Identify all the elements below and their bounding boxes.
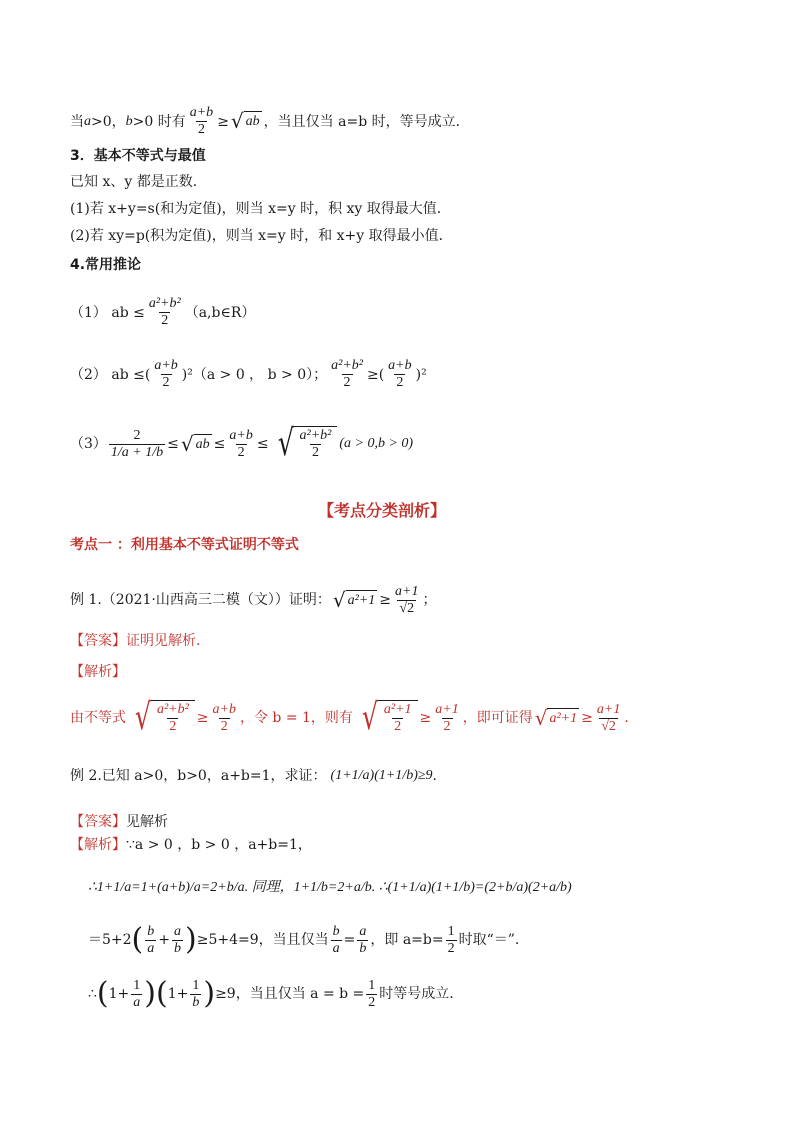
ex2-answer: 见解析 — [126, 814, 168, 830]
ex2-step3-half — [366, 978, 377, 1011]
ex2-step2-half-den: 2 — [447, 940, 455, 956]
ex2-step2-frac3-den: a — [332, 940, 340, 956]
ex2-step2-frac1 — [145, 924, 156, 957]
ex2-label: 例 2.已知 a>0，b>0，a+b=1，求证： — [70, 768, 327, 784]
c2-fraction-2 — [329, 358, 365, 391]
c3-leq2: ≤ — [213, 436, 226, 452]
c3-leq3: ≤ — [256, 436, 269, 452]
ex2-step2-eq: = — [343, 932, 356, 948]
ex1-sol-sqrt2-body — [378, 700, 418, 736]
c1-den: 2 — [161, 313, 169, 328]
ex1-answer: 证明见解析. — [126, 633, 201, 649]
c1-cond: （a,b∈R） — [184, 304, 256, 321]
amgm-cond1: >0， — [91, 113, 126, 130]
ex2-step3-frac2-den: b — [192, 994, 200, 1010]
ex2-step3-lparen2: ( — [156, 976, 168, 1011]
ex1-sol-sqrt1-frac — [155, 702, 191, 735]
c2-geq: ≥( — [366, 366, 385, 383]
amgm-sqrt: √ ab — [230, 109, 260, 133]
section3-item1: (1)若 x+y=s(和为定值)，则当 x=y 时，积 xy 取得最大值． — [70, 201, 451, 217]
amgm-frac-den: 2 — [197, 122, 205, 137]
ex1-sol-frac2 — [433, 702, 460, 735]
c3-den2: 2 — [237, 444, 245, 460]
example1-analysis-tag: 【解析】 — [70, 664, 126, 680]
ex2-step3-frac2-num: 1 — [192, 977, 200, 993]
c3-num2: a+b — [229, 427, 253, 443]
c2-den3: 2 — [396, 375, 404, 390]
ex2-step3-one1: 1+ — [108, 986, 130, 1002]
ex1-sol-sqrt2-num: a²+1 — [383, 702, 412, 717]
corollary-2 — [70, 358, 427, 391]
ex2-step2-lparen: ( — [131, 922, 144, 957]
ex1-sol-frac3 — [595, 702, 622, 735]
ex2-step3-half-den: 2 — [368, 994, 376, 1010]
c3-fraction-qm — [298, 428, 334, 461]
c2-num: a+b — [154, 358, 178, 373]
ex2-step3-one2: 1+ — [167, 986, 189, 1002]
ex1-sol-end: . — [624, 710, 629, 726]
ex2-step2-frac2 — [172, 924, 183, 957]
ex1-sol-a: 由不等式 — [70, 710, 126, 726]
c3-sqrt-qm-body — [294, 426, 338, 462]
ex2-step2-half-num: 1 — [447, 923, 455, 939]
ex2-step2-rparen: ) — [185, 922, 197, 957]
ex2-step2-d: 时取“＝”. — [458, 932, 520, 948]
ex2-step3-frac2 — [190, 978, 201, 1011]
c3-sqrt-body: ab — [194, 434, 212, 455]
c3-cond: (a > 0,b > 0) — [339, 436, 414, 451]
amgm-prefix: 当 — [70, 113, 84, 130]
example1-statement — [70, 580, 436, 620]
c3-num: 2 — [133, 427, 141, 443]
ex2-step2-frac1-num: b — [147, 923, 155, 939]
ex1-sol-sqrt1-den: 2 — [169, 719, 177, 734]
ex2-step2-frac2-num: a — [174, 923, 181, 939]
ex1-sol-geq3: ≥ — [581, 710, 593, 726]
ex2-end: . — [432, 768, 437, 784]
amgm-fraction — [188, 105, 215, 138]
ex1-sol-b: ，令 b = 1，则有 — [239, 710, 353, 726]
ex1-sol-num: a+b — [212, 701, 236, 717]
c3-sqrt-gm: √ ab — [180, 431, 210, 456]
section3-known: 已知 x、y 都是正数． — [70, 174, 207, 190]
c3-leq1: ≤ — [167, 436, 179, 452]
ex2-step3-half-num: 1 — [368, 977, 376, 993]
ex2-step2-frac4 — [357, 924, 368, 957]
ex1-label: 例 1.（2021·山西高三二模（文））证明： — [70, 592, 331, 608]
corollary-3 — [70, 424, 413, 464]
amgm-cond2: >0 时有 — [132, 113, 186, 130]
ex2-step2-a: ＝5+2 — [88, 932, 132, 948]
section4-heading: 4.常用推论 — [70, 257, 142, 273]
ex1-sol-den: 2 — [220, 718, 228, 734]
amgm-geq: ≥ — [217, 113, 229, 130]
amgm-sqrt-body: ab — [244, 111, 262, 132]
c1-num: a²+b² — [148, 296, 181, 311]
ex1-fraction — [393, 584, 420, 617]
ex1-sol-geq2: ≥ — [419, 710, 432, 726]
ex2-step2-frac2-den: b — [174, 940, 181, 956]
corollary-1 — [70, 296, 255, 329]
example2-step3 — [88, 976, 454, 1012]
c2-num2: a²+b² — [331, 358, 363, 373]
ex1-sol-sqrt1-body — [151, 700, 195, 736]
c3-sqrt-qm: √ $\frac{\text{a²+b²}}{2}$ — [271, 426, 338, 462]
ex1-sol-num3: a+1 — [596, 701, 621, 717]
ex2-step2-frac3 — [331, 924, 342, 957]
section3-heading: 3．基本不等式与最值 — [70, 148, 206, 164]
ex1-sol-sqrt2-frac — [382, 702, 414, 735]
c2-den: 2 — [162, 375, 170, 390]
c2-fraction-3 — [386, 358, 413, 391]
amgm-a: a — [84, 113, 91, 129]
ex1-sol-sqrt2-den: 2 — [394, 719, 402, 734]
ex2-step3-b: ≥9，当且仅当 a = b = — [215, 986, 365, 1002]
ex1-end: ； — [422, 592, 437, 608]
ex2-step3-rparen2: ) — [203, 976, 216, 1011]
ex1-sol-den2: 2 — [443, 718, 451, 734]
c3-den: 1/a + 1/b — [110, 444, 164, 460]
example2-given — [70, 835, 312, 855]
c2-label: （2） ab ≤( — [70, 366, 151, 383]
ex1-sqrt-body: a²+1 — [346, 590, 378, 611]
ex2-step2-b: ≥5+4=9，当且仅当 — [196, 932, 329, 948]
example1-solution — [70, 696, 629, 740]
ex1-num: a+1 — [395, 583, 419, 599]
ex1-sol-sqrt3-body: a²+1 — [547, 708, 579, 729]
ex1-sol-sqrt3: √ a²+1 — [534, 705, 578, 730]
c2-tail: )²（a > 0 ， b > 0）； — [181, 366, 328, 383]
c3-label: （3） — [70, 436, 107, 452]
ex1-sqrt: √ a²+1 — [332, 587, 376, 612]
amgm-frac-num: a+b — [189, 105, 214, 120]
kaodian1-heading: 考点一 ：利用基本不等式证明不等式 — [70, 537, 299, 553]
section3-item2: (2)若 xy=p(积为定值)，则当 x=y 时，和 x+y 取得最小值． — [70, 228, 453, 244]
ex2-step2-frac1-den: a — [147, 940, 155, 956]
ex1-answer-tag: 【答案】 — [70, 633, 126, 649]
c2-fraction-1 — [152, 358, 179, 391]
example2-statement — [70, 758, 437, 794]
ex2-step2-c: ，即 a=b= — [370, 932, 444, 948]
ex1-sol-den3: √2 — [601, 718, 616, 734]
example2-answer — [70, 812, 168, 832]
amgm-suffix: ，当且仅当 a=b 时，等号成立． — [263, 113, 470, 130]
ex2-step2-frac3-num: b — [332, 923, 340, 939]
ex2-step2-plus: + — [158, 932, 170, 948]
ex1-sol-sqrt1-num: a²+b² — [156, 702, 189, 717]
ex1-sol-geq: ≥ — [196, 710, 209, 726]
c3-fraction-hm — [109, 428, 165, 461]
amgm-b: b — [125, 113, 133, 129]
ex1-geq: ≥ — [379, 592, 392, 608]
ex2-step3-lparen1: ( — [96, 976, 109, 1011]
ex1-den: √2 — [399, 600, 415, 616]
c3-sqrt-den: 2 — [311, 445, 319, 460]
ex2-step1: ∴1+1/a=1+(a+b)/a=2+b/a. 同理，1+1/b=2+a/b. ∴(1+1/a)(1+1/b)=(2+b/a)(2+a/b) — [88, 880, 572, 895]
ex1-sol-sqrt1: √ $\frac{\text{a²+b²}}{2}$ — [128, 700, 195, 736]
ex2-step3-frac1-den: a — [133, 994, 141, 1010]
c1-fraction — [147, 296, 183, 329]
ex2-given: ∵a > 0 ，b > 0 ，a+b=1， — [126, 837, 312, 853]
example2-step2 — [88, 922, 519, 958]
ex1-sol-c: ，即可证得 — [462, 710, 533, 726]
ex2-step3-rparen1: ) — [144, 976, 156, 1011]
ex2-step2-frac4-num: a — [359, 923, 367, 939]
ex2-analysis-tag: 【解析】 — [70, 837, 126, 853]
ex1-sol-frac1 — [211, 702, 238, 735]
ex2-step3-frac1 — [131, 978, 142, 1011]
ex2-step3-c: 时等号成立. — [379, 986, 454, 1002]
c2-end: )² — [415, 366, 427, 383]
ex2-expr: (1+1/a)(1+1/b)≥9 — [330, 768, 433, 783]
c2-den2: 2 — [343, 375, 351, 390]
c3-fraction-am — [227, 428, 254, 461]
ex2-step2-frac4-den: b — [359, 940, 367, 956]
c1-label: （1） ab ≤ — [70, 304, 145, 321]
ex2-step3-therefore: ∴ — [88, 986, 97, 1002]
ex2-step2-half — [446, 924, 457, 957]
c2-num3: a+b — [388, 358, 412, 373]
c3-sqrt-num: a²+b² — [299, 428, 332, 443]
ex1-sol-sqrt2: √ $\frac{\text{a²+1}}{2}$ — [355, 700, 418, 736]
amgm-line — [70, 105, 470, 138]
ex2-answer-tag: 【答案】 — [70, 814, 126, 830]
ex2-step3-frac1-num: 1 — [133, 977, 141, 993]
example1-answer — [70, 631, 200, 651]
example2-step1 — [88, 870, 572, 906]
ex1-sol-num2: a+1 — [435, 701, 459, 717]
section-banner: 【考点分类剖析】 — [318, 501, 447, 520]
